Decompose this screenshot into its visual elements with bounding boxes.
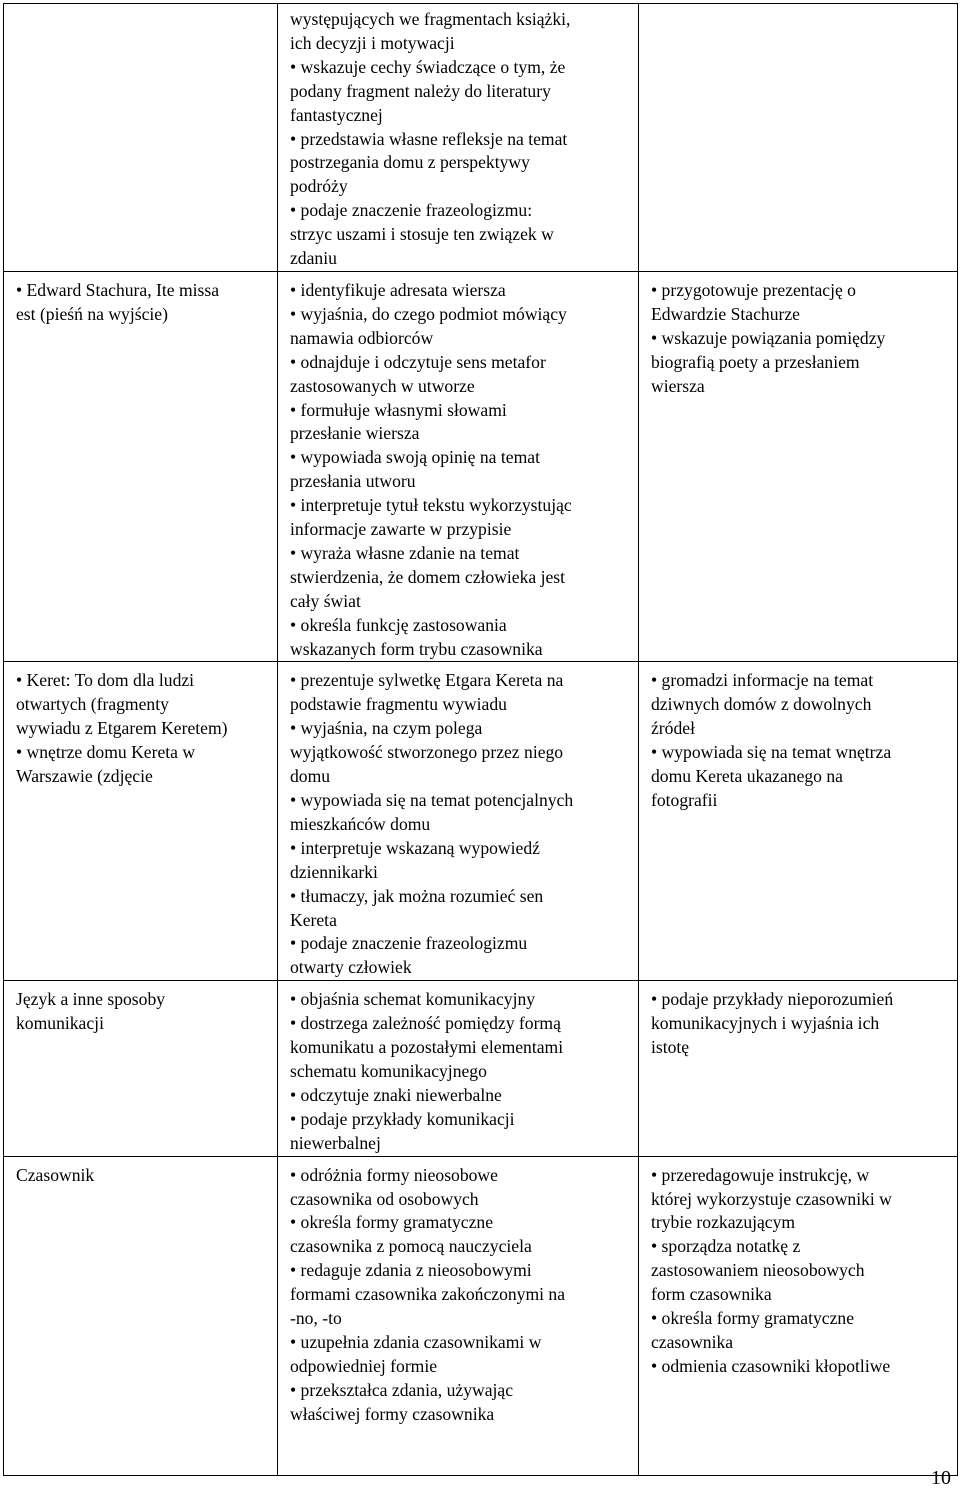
extended-requirements-cell [639,271,958,662]
topic-cell [4,1156,278,1475]
text-line: domu Kereta ukazanego na [651,766,843,787]
topic-cell [4,4,278,272]
text-line: • odczytuje znaki niewerbalne [290,1084,502,1105]
text-line: • redaguje zdania z nieosobowymi [290,1260,532,1281]
text-line: istotę [651,1037,690,1058]
text-line: • wypowiada się na temat potencjalnych [290,790,574,810]
text-line: podróży [290,176,348,197]
text-line: Kereta [290,909,337,930]
text-line: fotografii [651,790,718,810]
text-line: namawia odbiorców [290,327,434,348]
topic-cell [4,662,278,981]
text-line: • odnajduje i odczytuje sens metafor [290,351,546,372]
text-line: komunikacyjnych i wyjaśnia ich [651,1013,880,1034]
text-line: podstawie fragmentu wywiadu [290,694,507,715]
text-line: zastosowaniem nieosobowych [651,1260,865,1281]
text-line: • dostrzega zależność pomiędzy formą [290,1013,561,1034]
table-row [4,981,958,1156]
text-line: postrzegania domu z perspektywy [290,152,530,173]
text-line: • uzupełnia zdania czasownikami w [290,1331,542,1352]
text-line: • podaje przykłady komunikacji [290,1108,515,1129]
text-line: występujących we fragmentach książki, [290,9,571,29]
text-line: fantastycznej [290,104,383,125]
text-line: której wykorzystuje czasowniki w [651,1188,892,1209]
extended-requirements-cell [639,981,958,1156]
text-line: • wskazuje cechy świadczące o tym, że [290,56,566,77]
text-line: czasownika od osobowych [290,1188,479,1209]
text-line: przesłania utworu [290,471,416,492]
basic-requirements-cell [278,981,639,1156]
text-line: • podaje znaczenie frazeologizmu [290,933,528,954]
text-line: strzyc uszami i stosuje ten związek w [290,224,554,245]
text-line: trybie rozkazującym [651,1212,796,1233]
text-line: schematu komunikacyjnego [290,1060,487,1081]
basic-requirements-cell [278,662,639,981]
text-line: -no, -to [290,1308,342,1329]
text-line: dziennikarki [290,861,378,882]
text-line: • gromadzi informacje na temat [651,670,874,691]
text-line: stwierdzenia, że domem człowieka jest [290,566,566,587]
text-line: wyjątkowość stworzonego przez niego [290,742,564,763]
text-line: • odmienia czasowniki kłopotliwe [651,1355,891,1376]
text-line: • wyraża własne zdanie na temat [290,542,520,563]
curriculum-table [3,3,958,1476]
text-line: • przedstawia własne refleksje na temat [290,128,568,149]
text-line: źródeł [651,718,695,739]
text-line: otwarty człowiek [290,957,412,978]
text-line: • podaje przykłady nieporozumień [651,989,894,1010]
text-line: • wnętrze domu Kereta w [16,742,196,763]
text-line: • tłumaczy, jak można rozumieć sen [290,885,544,906]
text-line: Język a inne sposoby [16,989,166,1010]
text-line: • interpretuje wskazaną wypowiedź [290,837,540,858]
text-line: przesłanie wiersza [290,423,420,444]
text-line: dziwnych domów z dowolnych [651,694,872,715]
text-line: mieszkańców domu [290,813,431,834]
text-line: wywiadu z Etgarem Keretem) [16,718,228,739]
text-line: ich decyzji i motywacji [290,32,455,53]
text-line: • Keret: To dom dla ludzi [16,670,195,691]
text-line: biografią poety a przesłaniem [651,351,860,372]
text-line: • sporządza notatkę z [651,1236,801,1257]
table-row [4,271,958,662]
text-line: • interpretuje tytuł tekstu wykorzystując [290,495,572,516]
basic-requirements-cell [278,4,639,272]
basic-requirements-cell [278,271,639,662]
table-row [4,662,958,981]
text-line: Czasownik [16,1164,95,1185]
text-line: domu [290,766,331,787]
text-line: • Edward Stachura, Ite missa [16,279,220,300]
text-line: • określa formy gramatyczne [290,1212,494,1233]
text-line: informacje zawarte w przypisie [290,519,512,540]
extended-requirements-cell [639,1156,958,1475]
table-row [4,4,958,272]
text-line: otwartych (fragmenty [16,694,169,715]
text-line: Warszawie (zdjęcie [16,766,153,787]
text-line: • identyfikuje adresata wiersza [290,279,506,300]
text-line: • wypowiada się na temat wnętrza [651,742,892,763]
text-line: podany fragment należy do literatury [290,80,551,101]
topic-cell [4,981,278,1156]
extended-requirements-cell [639,662,958,981]
text-line: • wyjaśnia, do czego podmiot mówiący [290,303,567,324]
text-line: cały świat [290,590,361,611]
text-line: • prezentuje sylwetkę Etgara Kereta na [290,670,564,691]
text-line: zastosowanych w utworze [290,375,475,396]
topic-cell [4,271,278,662]
text-line: • określa formy gramatyczne [651,1308,855,1329]
text-line: komunikatu a pozostałymi elementami [290,1037,564,1058]
text-line: czasownika z pomocą nauczyciela [290,1236,532,1257]
text-line: • określa funkcję zastosowania [290,614,507,635]
text-line: • objaśnia schemat komunikacyjny [290,989,536,1010]
text-line: • wypowiada swoją opinię na temat [290,447,540,468]
text-line: • przeredagowuje instrukcję, w [651,1164,870,1185]
table-row [4,1156,958,1475]
basic-requirements-cell [278,1156,639,1475]
text-line: Edwardzie Stachurze [651,303,800,324]
text-line: est (pieśń na wyjście) [16,303,168,324]
text-line: form czasownika [651,1284,772,1305]
text-line: odpowiedniej formie [290,1355,438,1376]
text-line: • wskazuje powiązania pomiędzy [651,327,886,348]
text-line: właściwej formy czasownika [290,1403,495,1424]
text-line: komunikacji [16,1013,104,1034]
page-number: 10 [931,1467,951,1489]
text-line: wskazanych form trybu czasownika [290,638,543,659]
text-line: • odróżnia formy nieosobowe [290,1164,498,1185]
text-line: zdaniu [290,248,337,269]
extended-requirements-cell [639,4,958,272]
text-line: niewerbalnej [290,1132,381,1153]
text-line: • formułuje własnymi słowami [290,399,507,420]
text-line: • przekształca zdania, używając [290,1379,514,1400]
text-line: formami czasownika zakończonymi na [290,1284,566,1305]
text-line: • podaje znaczenie frazeologizmu: [290,200,533,221]
text-line: wiersza [651,375,705,396]
text-line: • przygotowuje prezentację o [651,279,856,300]
text-line: • wyjaśnia, na czym polega [290,718,483,739]
text-line: czasownika [651,1331,734,1352]
